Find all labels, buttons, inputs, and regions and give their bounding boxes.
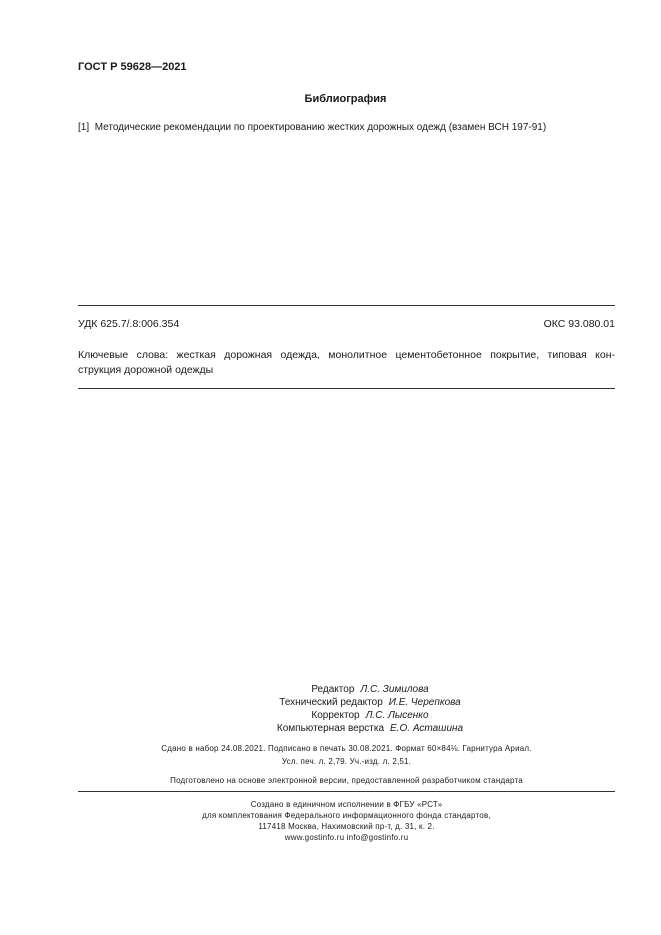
keywords-line-1: Ключевые слова: жесткая дорожная одежда, монолитное цементобетонное покрытие, типовая кон- [78,349,615,361]
staff-credits [150,683,590,735]
prepared-note: Подготовлено на основе электронной версии, предоставленной разработчиком стандарта [170,776,523,785]
oks-code: ОКС 93.080.01 [543,318,615,330]
footer-block [78,799,615,843]
layout-label: Компьютерная верстка [276,723,385,734]
footer-divider [78,791,615,792]
editor-label: Редактор [311,684,355,695]
publication-info-1: Сдано в набор 24.08.2021. Подписано в печать 30.08.2021. Формат 60×84⅛. Гарнитура Ариал. [161,744,532,753]
bibliography-title: Библиография [304,93,387,105]
layout-row [150,722,590,735]
section-title [0,93,661,105]
keywords-line-2: струкция дорожной одежды [78,364,214,376]
corrector-name: Л.С. Лысенко [365,710,429,721]
footer-line-3: 117418 Москва, Нахимовский пр-т, д. 31, к. 2. [258,822,435,831]
tech-editor-label: Технический редактор [279,697,383,708]
editor-name: Л.С. Зимилова [360,684,429,695]
tech-editor-row [150,696,590,709]
tech-editor-name: И.Е. Черепкова [388,697,461,708]
editor-row [150,683,590,696]
bibliography-ref: [1] [78,122,90,133]
layout-name: Е.О. Асташина [390,723,464,734]
footer-line-1: Создано в единичном исполнении в ФГБУ «РСТ» [250,800,443,809]
keywords [78,348,615,378]
document-header: ГОСТ Р 59628—2021 [78,61,187,73]
bibliography-entry [78,122,546,133]
publication-info-2: Усл. печ. л. 2,79. Уч.-изд. л. 2,51. [281,757,412,766]
footer-line-2: для комплектования Федерального информационного фонда стандартов, [202,811,491,820]
footer-line-4: www.gostinfo.ru info@gostinfo.ru [284,833,409,842]
keywords-divider [78,388,615,389]
udc-code: УДК 625.7/.8:006.354 [78,318,180,330]
corrector-label: Корректор [311,710,360,721]
bibliography-text: Методические рекомендации по проектированию жестких дорожных одежд (взамен ВСН 197-91) [94,122,547,133]
corrector-row [150,709,590,722]
top-divider [78,305,615,306]
